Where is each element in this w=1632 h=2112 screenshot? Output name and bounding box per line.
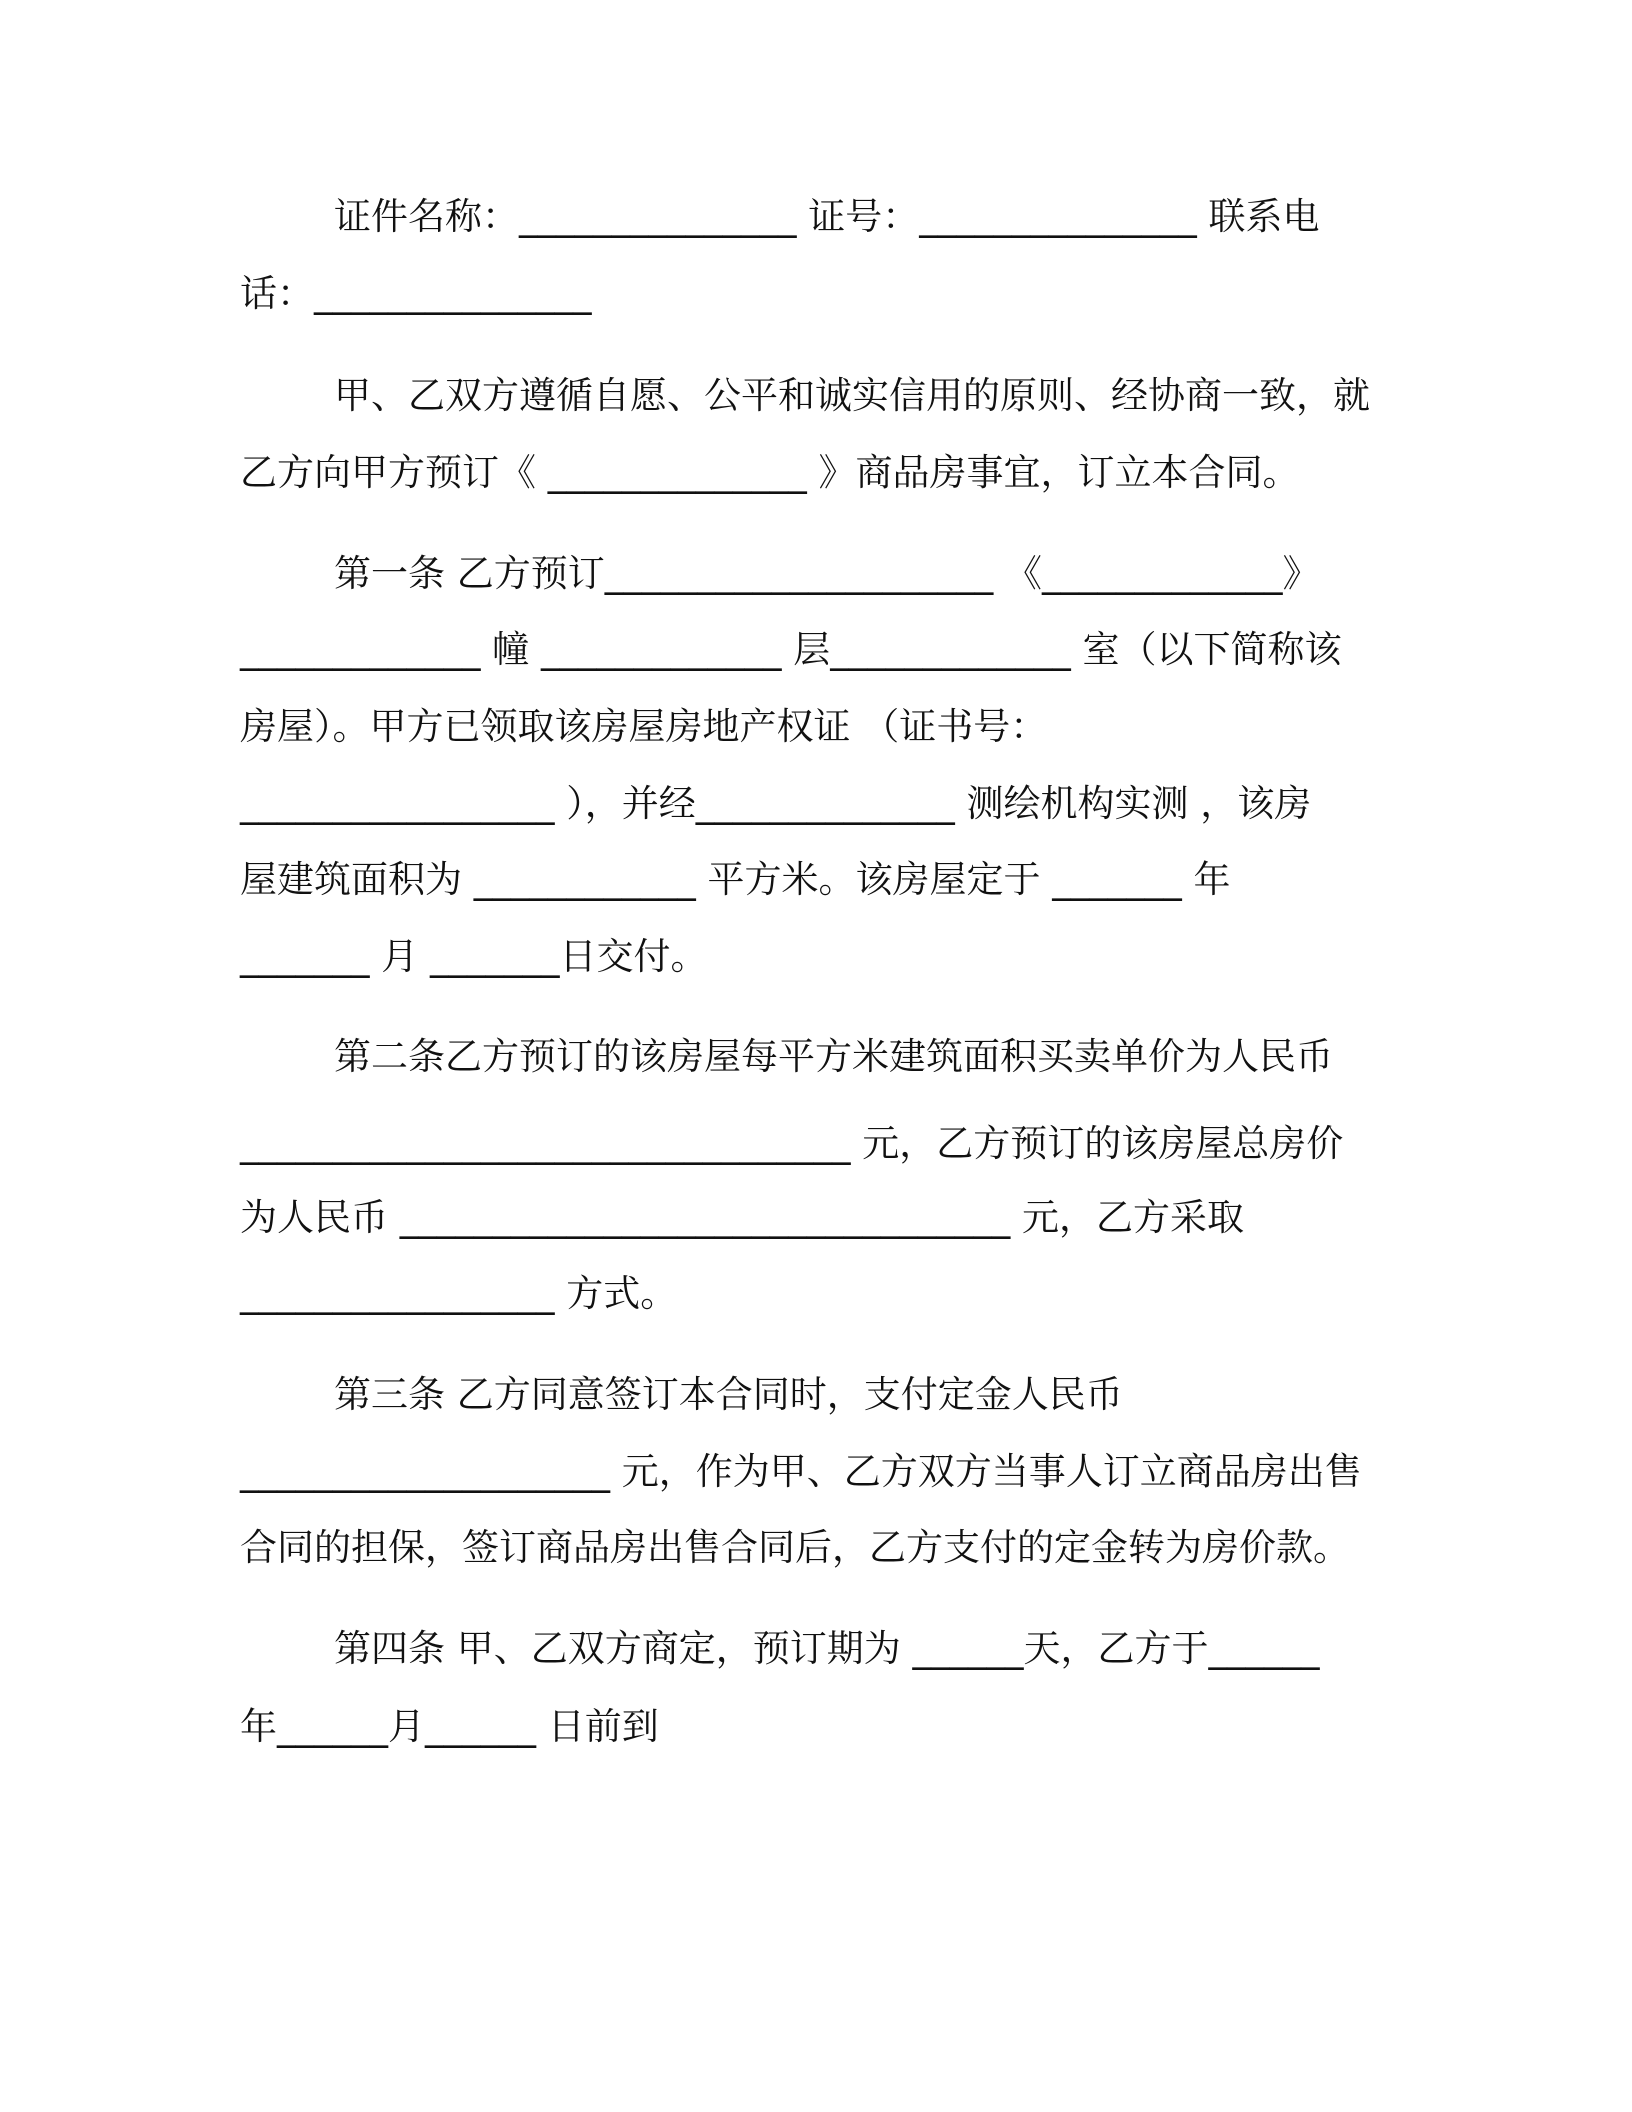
text-line-article3-2: ____________________ 元，作为甲、乙方双方当事人订立商品房出售 — [240, 1450, 1362, 1493]
text-line-article1-1: 第一条 乙方预订_____________________ 《_____________》 — [334, 552, 1320, 595]
text-line-intro-1: 甲、乙双方遵循自愿、公平和诚实信用的原则、经协商一致，就 — [334, 374, 1370, 417]
text-line-article2-3: 为人民币 _________________________________ 元，乙方采取 — [240, 1196, 1245, 1239]
text-line-article2-2: _________________________________ 元，乙方预订的该房屋总房价 — [240, 1122, 1344, 1165]
text-line-article1-2: _____________ 幢 _____________ 层_____________ 室（以下简称该 — [240, 628, 1342, 671]
text-line-article1-6: _______ 月 _______日交付。 — [240, 935, 708, 978]
text-line-article1-5: 屋建筑面积为 ____________ 平方米。该房屋定于 _______ 年 — [240, 858, 1231, 901]
text-line-article3-1: 第三条 乙方同意签订本合同时，支付定金人民币 — [334, 1373, 1123, 1416]
text-line-article2-4: _________________ 方式。 — [240, 1272, 678, 1315]
text-line-article4-1: 第四条 甲、乙双方商定，预订期为 ______天，乙方于______ — [334, 1627, 1320, 1670]
text-line-article4-2: 年______月______ 日前到 — [240, 1705, 659, 1748]
text-line-article3-3: 合同的担保，签订商品房出售合同后，乙方支付的定金转为房价款。 — [240, 1526, 1350, 1569]
text-line-phone: 话：_______________ — [240, 272, 592, 315]
text-line-article1-4: _________________ ），并经______________ 测绘机构实测 ，该房 — [240, 782, 1312, 825]
text-line-intro-2: 乙方向甲方预订《 ______________ 》商品房事宜，订立本合同。 — [240, 451, 1300, 494]
text-line-article1-3: 房屋）。甲方已领取该房屋房地产权证 （证书号： — [240, 705, 1048, 748]
text-line-article2-1: 第二条乙方预订的该房屋每平方米建筑面积买卖单价为人民币 — [334, 1035, 1333, 1078]
text-line-id-info: 证件名称：_______________ 证号：_______________ 联系电 — [334, 195, 1320, 238]
